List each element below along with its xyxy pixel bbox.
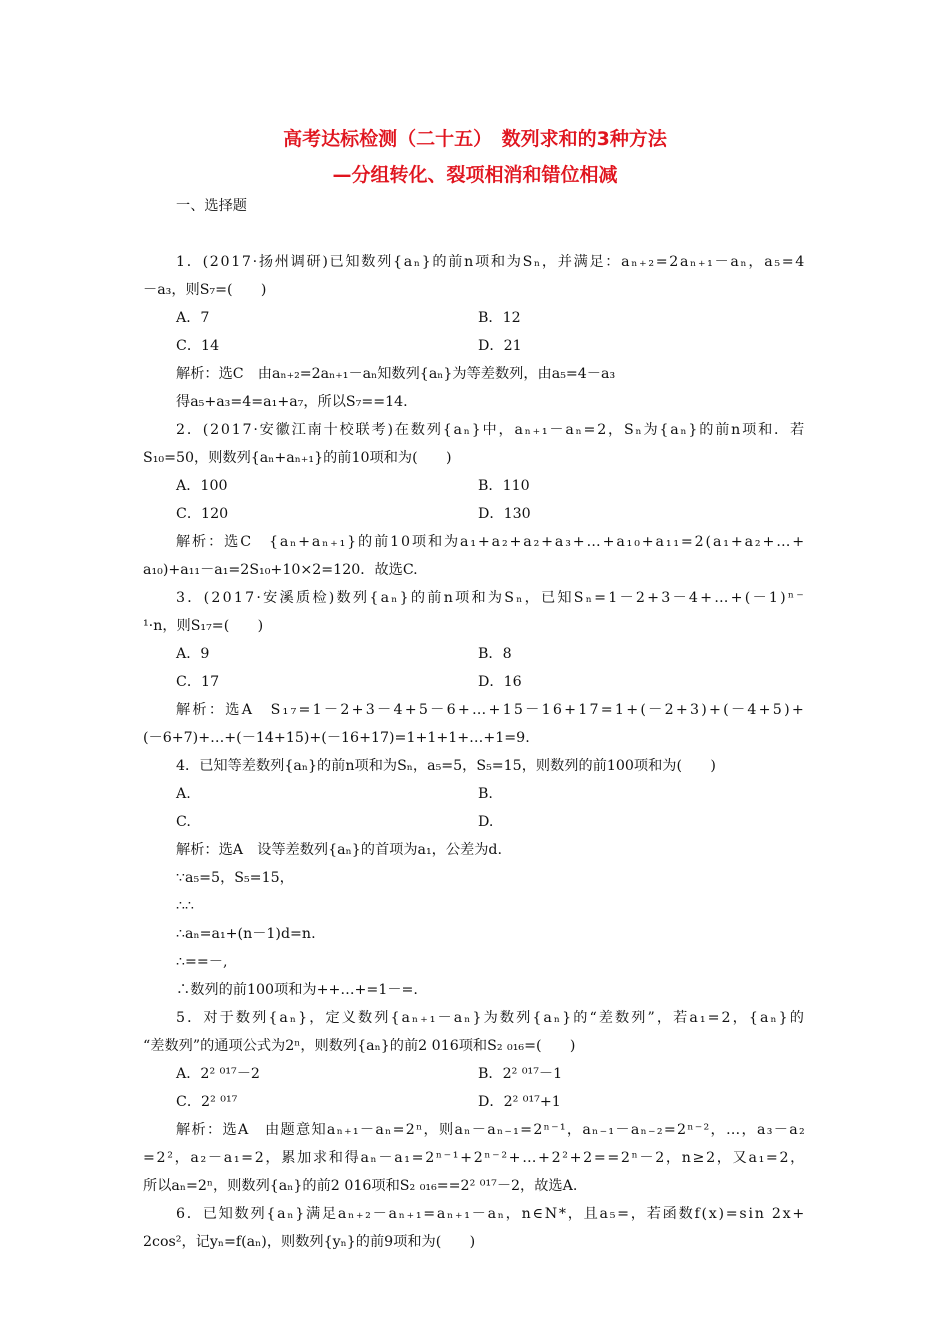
text-line: ∵a₅=5，S₅=15， [176,870,294,886]
answer-option: C．14 [176,338,220,354]
answer-option: D. [478,814,494,830]
answer-option: A．7 [176,310,210,326]
text-line: 1．(2017·扬州调研)已知数列{aₙ}的前n项和为Sₙ，并满足：aₙ₊₂=2aₙ₊₁－aₙ，a₅=4 [176,254,806,270]
answer-option: B. [478,786,493,802]
answer-option: B．2² ⁰¹⁷－1 [478,1066,563,1082]
answer-option: A．2² ⁰¹⁷－2 [176,1066,260,1082]
text-line: (－6+7)+…+(－14+15)+(－16+17)=1+1+1+…+1=9. [143,730,530,746]
answer-option: A．9 [176,646,210,662]
answer-option: B．110 [478,478,530,494]
text-line: S₁₀=50，则数列{aₙ+aₙ₊₁}的前10项和为( ) [143,450,452,466]
text-line: ¹·n，则S₁₇=( ) [143,618,264,634]
text-line: ∴aₙ=a₁+(n－1)d=n. [176,926,316,942]
answer-option: D．130 [478,506,531,522]
text-line: 解析：选A 由题意知aₙ₊₁－aₙ=2ⁿ，则aₙ－aₙ₋₁=2ⁿ⁻¹，aₙ₋₁－aₙ₋₂=2ⁿ⁻²，…，a₃－a₂ [176,1122,806,1138]
text-line: 4．已知等差数列{aₙ}的前n项和为Sₙ，a₅=5，S₅=15，则数列的前100项和为( ) [176,758,716,774]
answer-option: A．100 [176,478,228,494]
text-line: 2．(2017·安徽江南十校联考)在数列{aₙ}中，aₙ₊₁－aₙ=2，Sₙ为{aₙ}的前n项和．若 [176,422,806,438]
answer-option: B．12 [478,310,521,326]
text-line: 解析：选C 由aₙ₊₂=2aₙ₊₁－aₙ知数列{aₙ}为等差数列，由a₅=4－a₃ [176,366,616,382]
text-line: 得a₅+a₃=4=a₁+a₇，所以S₇==14. [176,394,408,410]
text-line: =2²，a₂－a₁=2，累加求和得aₙ－a₁=2ⁿ⁻¹+2ⁿ⁻²+…+2²+2==2ⁿ－2，n≥2，又a₁=2， [143,1150,806,1166]
text-line: ∴数列的前100项和为++…+=1－=. [176,982,418,998]
section-heading: 一、选择题 [176,198,247,214]
text-line: 解析：选C {aₙ+aₙ₊₁}的前10项和为a₁+a₂+a₂+a₃+…+a₁₀+a₁₁=2(a₁+a₂+…+ [176,534,806,550]
text-line: 2cos²，记yₙ=f(aₙ)，则数列{yₙ}的前9项和为( ) [143,1234,476,1250]
text-line: 解析：选A S₁₇=1－2+3－4+5－6+…+15－16+17=1+(－2+3)+(－4+5)+ [176,702,806,718]
answer-option: B．8 [478,646,512,662]
answer-option: A. [176,786,191,802]
doc-title-line1: 高考达标检测（二十五） 数列求和的3种方法 [283,128,667,150]
text-line: 所以aₙ=2ⁿ，则数列{aₙ}的前2 016项和S₂ ₀₁₆==2² ⁰¹⁷－2，故选A. [143,1178,578,1194]
answer-option: C. [176,814,191,830]
answer-option: C．17 [176,674,220,690]
answer-option: C．2² ⁰¹⁷ [176,1094,238,1110]
text-line: “差数列”的通项公式为2ⁿ，则数列{aₙ}的前2 016项和S₂ ₀₁₆=( ) [143,1038,576,1054]
text-line: 5．对于数列{aₙ}，定义数列{aₙ₊₁－aₙ}为数列{aₙ}的“差数列”，若a₁=2，{aₙ}的 [176,1010,806,1026]
doc-title-line2: —分组转化、裂项相消和错位相减 [332,164,618,186]
text-line: a₁₀)+a₁₁－a₁=2S₁₀+10×2=120．故选C. [143,562,418,578]
answer-option: C．120 [176,506,229,522]
text-line: －a₃，则S₇=( ) [143,282,267,298]
text-line: ∴==－, [176,954,228,970]
text-line: 解析：选A 设等差数列{aₙ}的首项为a₁，公差为d. [176,842,503,858]
text-line: 3．(2017·安溪质检)数列{aₙ}的前n项和为Sₙ，已知Sₙ=1－2+3－4+…+(－1)ⁿ⁻ [176,590,806,606]
text-line: 6．已知数列{aₙ}满足aₙ₊₂－aₙ₊₁=aₙ₊₁－aₙ，n∈N*，且a₅=，若函数f(x)=sin 2x+ [176,1206,806,1222]
text-line: ∴∴ [176,898,195,914]
answer-option: D．16 [478,674,522,690]
answer-option: D．21 [478,338,522,354]
answer-option: D．2² ⁰¹⁷+1 [478,1094,561,1110]
